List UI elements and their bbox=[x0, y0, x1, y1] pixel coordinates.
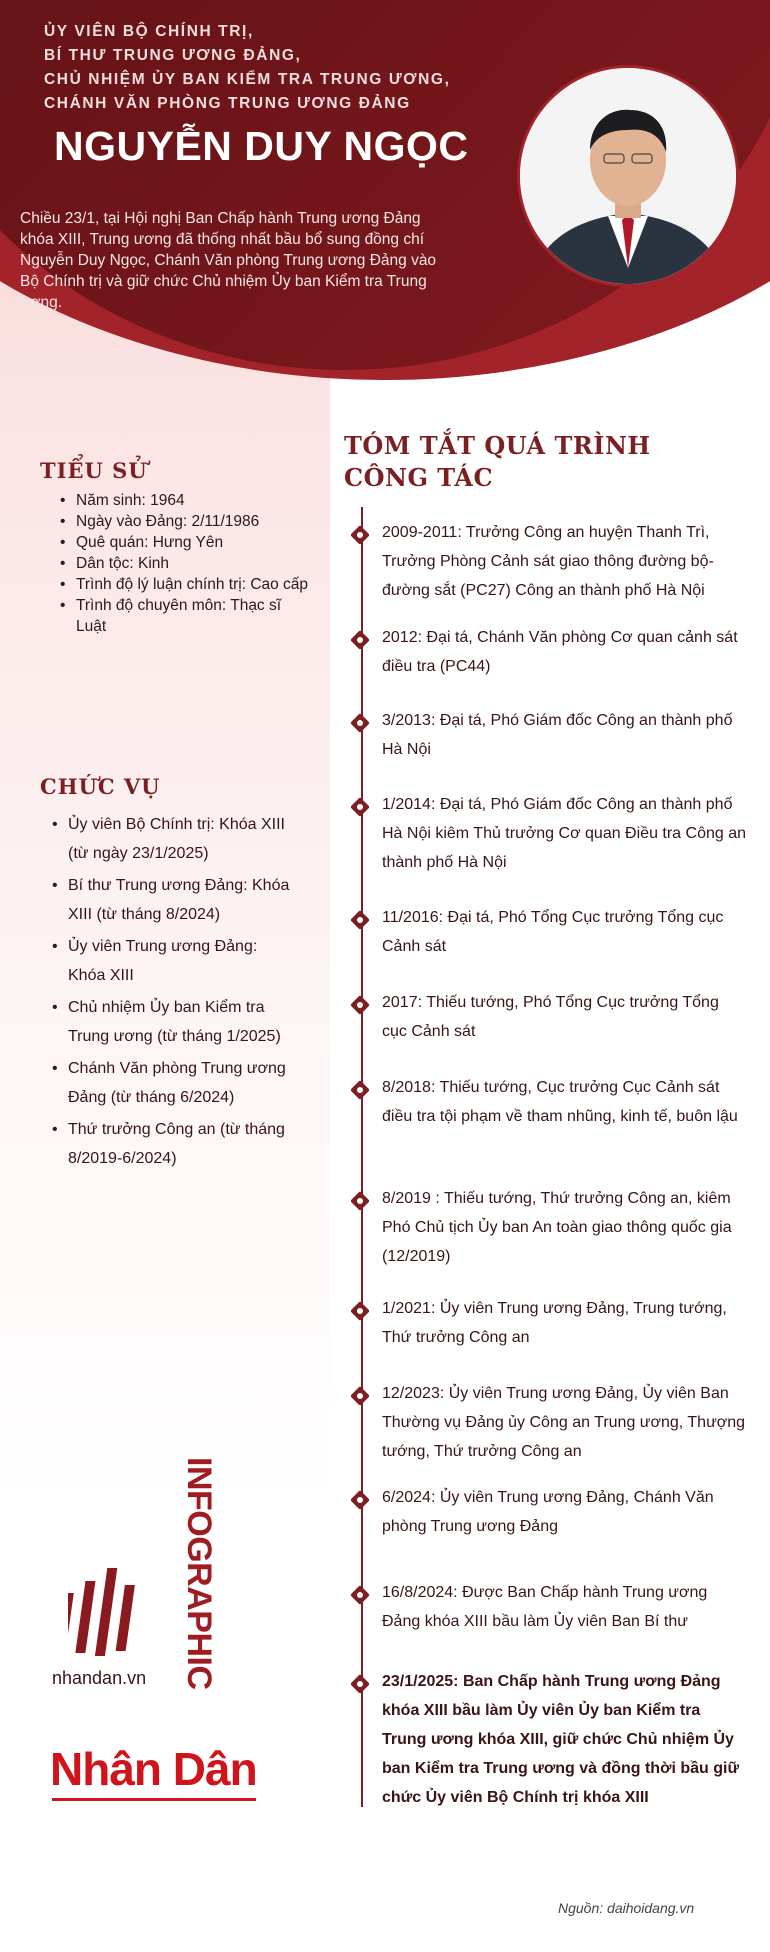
timeline-text: 2017: Thiếu tướng, Phó Tổng Cục trưởng Tổng cục Cảnh sát bbox=[382, 994, 719, 1040]
position-item: • Bí thư Trung ương Đảng: Khóa XIII (từ tháng 8/2024) bbox=[52, 871, 292, 929]
timeline-marker-icon bbox=[350, 1386, 370, 1406]
timeline-text: 1/2014: Đại tá, Phó Giám đốc Công an thành phố Hà Nội kiêm Thủ trưởng Cơ quan Điều tra Công an thành phố Hà Nội bbox=[382, 796, 747, 871]
biography-item: • Dân tộc: Kinh bbox=[60, 553, 310, 574]
timeline-text: 3/2013: Đại tá, Phó Giám đốc Công an thành phố Hà Nội bbox=[382, 712, 733, 758]
biography-item: • Trình độ lý luận chính trị: Cao cấp bbox=[60, 574, 310, 595]
timeline-text: 8/2018: Thiếu tướng, Cục trưởng Cục Cảnh sát điều tra tội phạm về tham nhũng, kinh tế, buôn lậu bbox=[382, 1079, 738, 1125]
timeline-text: 6/2024: Ủy viên Trung ương Đảng, Chánh Văn phòng Trung ương Đảng bbox=[382, 1489, 714, 1535]
position-item: • Thứ trưởng Công an (từ tháng 8/2019-6/2024) bbox=[52, 1115, 292, 1173]
timeline-title bbox=[344, 430, 651, 494]
biography-item: • Quê quán: Hưng Yên bbox=[60, 532, 310, 553]
timeline-marker-icon bbox=[350, 1585, 370, 1605]
timeline-text: 2012: Đại tá, Chánh Văn phòng Cơ quan cảnh sát điều tra (PC44) bbox=[382, 629, 738, 675]
timeline-marker-icon bbox=[350, 713, 370, 733]
timeline-title-line: TÓM TẮT QUÁ TRÌNH bbox=[344, 431, 651, 460]
intro-paragraph: Chiều 23/1, tại Hội nghị Ban Chấp hành Trung ương Đảng khóa XIII, Trung ương đã thống nhất bầu bổ sung đồng chí Nguyễn Duy Ngọc, Chánh Văn phòng Trung ương Đảng vào Bộ Chính trị và giữ chức Chủ nhiệm Ủy ban Kiểm tra Trung ương. bbox=[20, 210, 437, 311]
timeline-marker-icon bbox=[350, 630, 370, 650]
nhandan-logo-icon bbox=[68, 1563, 158, 1663]
position-item: • Ủy viên Trung ương Đảng: Khóa XIII bbox=[52, 932, 292, 990]
biography-item: • Trình độ chuyên môn: Thạc sĩ Luật bbox=[60, 595, 310, 637]
timeline-text: 11/2016: Đại tá, Phó Tổng Cục trưởng Tổng cục Cảnh sát bbox=[382, 909, 724, 955]
position-item: • Ủy viên Bộ Chính trị: Khóa XIII (từ ngày 23/1/2025) bbox=[52, 810, 292, 868]
biography-list bbox=[60, 490, 310, 637]
timeline-text: 8/2019 : Thiếu tướng, Thứ trưởng Công an, kiêm Phó Chủ tịch Ủy ban An toàn giao thông quốc gia (12/2019) bbox=[382, 1190, 732, 1265]
timeline-marker-icon bbox=[350, 1301, 370, 1321]
subtitle-line: CHỦ NHIỆM ỦY BAN KIỂM TRA TRUNG ƯƠNG, bbox=[44, 71, 451, 88]
biography-item: • Ngày vào Đảng: 2/11/1986 bbox=[60, 511, 310, 532]
timeline-marker-icon bbox=[350, 1191, 370, 1211]
position-item: • Chủ nhiệm Ủy ban Kiểm tra Trung ương (từ tháng 1/2025) bbox=[52, 993, 292, 1051]
header-subtitle bbox=[44, 20, 450, 116]
position-item: • Chánh Văn phòng Trung ương Đảng (từ tháng 6/2024) bbox=[52, 1054, 292, 1112]
timeline-text: 2009-2011: Trưởng Công an huyện Thanh Trì, Trưởng Phòng Cảnh sát giao thông đường bộ-đường sắt (PC27) Công an thành phố Hà Nội bbox=[382, 524, 714, 599]
subtitle-line: CHÁNH VĂN PHÒNG TRUNG ƯƠNG ĐẢNG bbox=[44, 95, 411, 112]
positions-list bbox=[52, 810, 292, 1176]
timeline-text: 16/8/2024: Được Ban Chấp hành Trung ương Đảng khóa XIII bầu làm Ủy viên Ban Bí thư bbox=[382, 1584, 708, 1630]
timeline-text: 23/1/2025: Ban Chấp hành Trung ương Đảng khóa XIII bầu làm Ủy viên Ủy ban Kiểm tra Trung ương khóa XIII, giữ chức Chủ nhiệm Ủy ban Kiểm tra Trung ương và đồng thời bầu giữ chức Ủy viên Bộ Chính trị khóa XIII bbox=[382, 1673, 740, 1806]
positions-title: CHỨC VỤ bbox=[40, 774, 161, 799]
person-name: NGUYỄN DUY NGỌC bbox=[54, 123, 469, 169]
source-credit: Nguồn: daihoidang.vn bbox=[558, 1900, 695, 1916]
biography-title: TIỂU SỬ bbox=[40, 458, 148, 483]
site-url: nhandan.vn bbox=[52, 1668, 147, 1688]
infographic-label: INFOGRAPHIC bbox=[180, 1457, 218, 1690]
timeline-marker-icon bbox=[350, 1490, 370, 1510]
timeline-text: 12/2023: Ủy viên Trung ương Đảng, Ủy viên Ban Thường vụ Đảng ủy Công an Trung ương, Thượng tướng, Thứ trưởng Công an bbox=[382, 1385, 746, 1460]
timeline-marker-icon bbox=[350, 525, 370, 545]
brand-underline bbox=[52, 1798, 256, 1801]
portrait-illustration bbox=[520, 68, 736, 284]
timeline-line bbox=[361, 507, 363, 1807]
timeline-marker-icon bbox=[350, 995, 370, 1015]
timeline-marker-icon bbox=[350, 797, 370, 817]
brand-logo: Nhân Dân bbox=[50, 1743, 257, 1795]
subtitle-line: BÍ THƯ TRUNG ƯƠNG ĐẢNG, bbox=[44, 47, 302, 64]
biography-item: • Năm sinh: 1964 bbox=[60, 490, 310, 511]
subtitle-line: ỦY VIÊN BỘ CHÍNH TRỊ, bbox=[44, 23, 254, 40]
timeline-marker-icon bbox=[350, 1674, 370, 1694]
portrait-photo bbox=[517, 65, 739, 287]
timeline-marker-icon bbox=[350, 1080, 370, 1100]
timeline-title-line: CÔNG TÁC bbox=[344, 463, 494, 492]
timeline-text: 1/2021: Ủy viên Trung ương Đảng, Trung tướng, Thứ trưởng Công an bbox=[382, 1300, 727, 1346]
timeline-marker-icon bbox=[350, 910, 370, 930]
